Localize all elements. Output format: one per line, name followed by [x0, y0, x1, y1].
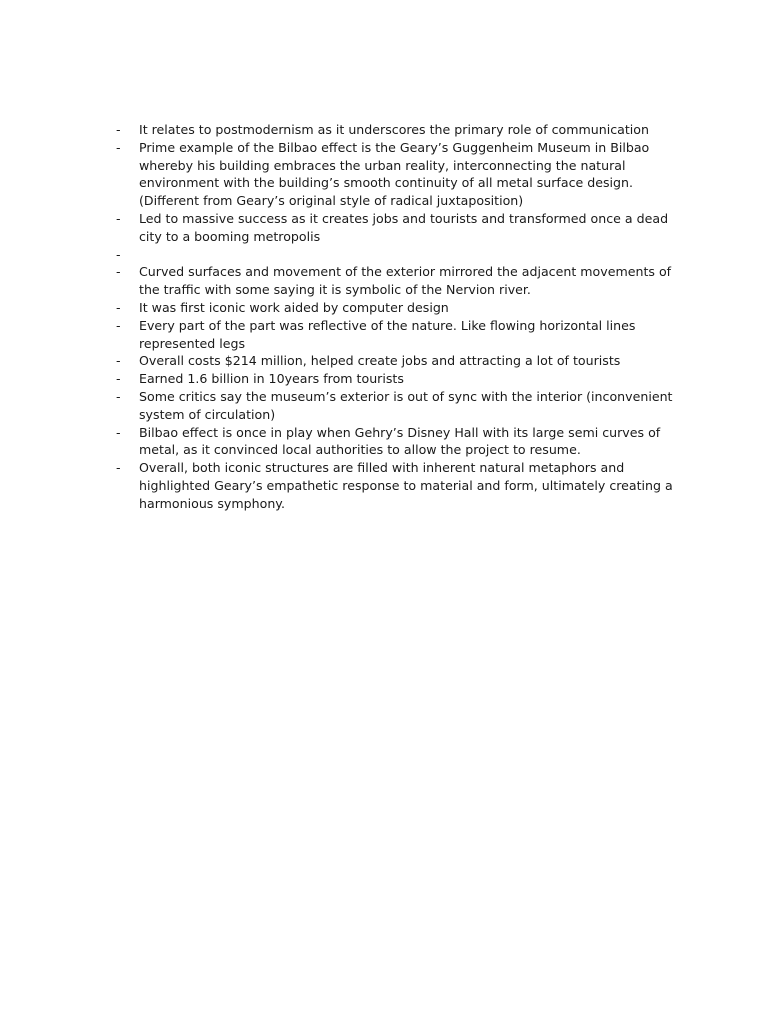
bullet-marker: - [116, 246, 121, 262]
list-item-text: Overall, both iconic structures are filled with inherent natural metaphors and highlighted Geary’s empathetic response to material and form, ultimately creating a harmonious symphony. [139, 460, 673, 511]
bullet-marker: - [116, 122, 121, 137]
list-item [116, 352, 676, 370]
list-item [116, 121, 676, 139]
list-item [116, 246, 676, 264]
bullet-list [116, 121, 676, 513]
bullet-marker: - [116, 317, 121, 333]
list-item-text: It relates to postmodernism as it underscores the primary role of communication [139, 122, 649, 137]
list-item [116, 459, 676, 512]
list-item-text: Earned 1.6 billion in 10years from tourists [139, 371, 404, 387]
bullet-marker: - [116, 139, 121, 155]
bullet-marker: - [116, 264, 121, 280]
list-item [116, 388, 676, 424]
bullet-marker: - [116, 424, 121, 440]
list-item-text: Prime example of the Bilbao effect is the Geary’s Guggenheim Museum in Bilbao whereby his building embraces the urban reality, interconnecting the natural environment with the building’s smooth continuity of all metal surface design. (Different from Geary’s original style of radical juxtaposition) [139, 139, 650, 209]
list-item-text: It was first iconic work aided by computer design [139, 299, 449, 315]
bullet-marker: - [116, 353, 121, 369]
list-item [116, 210, 676, 246]
list-item [116, 139, 676, 210]
list-item-text: Led to massive success as it creates jobs and tourists and transformed once a dead city to a booming metropolis [139, 210, 669, 244]
bullet-marker: - [116, 388, 121, 404]
bullet-marker: - [116, 460, 121, 476]
list-item-text: Every part of the part was reflective of the nature. Like flowing horizontal lines represented legs [139, 317, 636, 351]
list-item [116, 424, 676, 460]
list-item [116, 263, 676, 299]
list-item-text: Some critics say the museum’s exterior is out of sync with the interior (inconvenient system of circulation) [139, 388, 673, 422]
bullet-marker: - [116, 299, 121, 315]
list-item-text: Curved surfaces and movement of the exterior mirrored the adjacent movements of the traffic with some saying it is symbolic of the Nervion river. [139, 264, 672, 298]
list-item-text: Bilbao effect is once in play when Gehry’s Disney Hall with its large semi curves of metal, as it convinced local authorities to allow the project to resume. [139, 424, 661, 458]
list-item-text-empty [139, 246, 676, 264]
bullet-marker: - [116, 210, 121, 226]
list-item-text: Overall costs $214 million, helped create jobs and attracting a lot of tourists [139, 353, 621, 369]
bullet-marker: - [116, 371, 121, 387]
list-item [116, 299, 676, 317]
list-item [116, 317, 676, 353]
list-item [116, 370, 676, 388]
